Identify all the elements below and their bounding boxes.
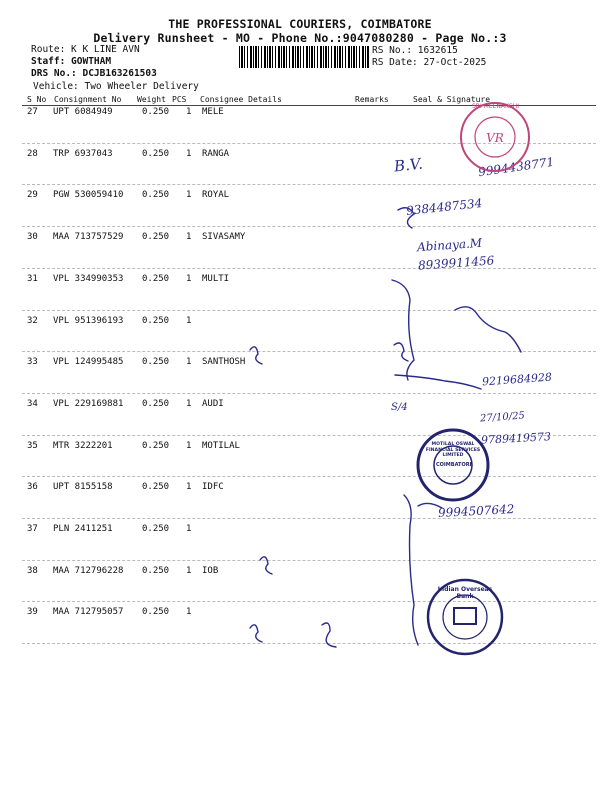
row-weight: 0.250 — [142, 440, 170, 451]
row-sno: 31 — [27, 273, 38, 284]
row-consignee: IOB — [202, 565, 219, 576]
col-remarks: Remarks — [355, 95, 389, 104]
row-pcs: 1 — [186, 357, 192, 368]
col-consignment: Consignment No — [54, 95, 122, 104]
row-pcs: 1 — [186, 190, 192, 201]
row-consignment-no: PLN 2411251 — [53, 524, 113, 534]
row-consignment-no: MAA 712796228 — [53, 565, 124, 576]
row-weight: 0.250 — [142, 482, 170, 493]
row-weight: 0.250 — [142, 273, 170, 284]
row-sno: 28 — [27, 148, 38, 159]
row-consignee: MELE — [202, 107, 224, 117]
row-consignee: RANGA — [202, 148, 230, 159]
row-pcs: 1 — [186, 107, 192, 117]
row-pcs: 1 — [186, 482, 192, 493]
col-seal-signature: Seal & Signature — [413, 95, 491, 104]
phone-row-36: 9994507642 — [437, 502, 515, 520]
row-consignment-no: UPT 6084949 — [53, 107, 113, 117]
row-consignment-no: MTR 3222201 — [53, 440, 113, 451]
row-weight: 0.250 — [142, 524, 170, 534]
date-row-34: 27/10/25 — [479, 410, 526, 425]
row-sno: 38 — [27, 565, 38, 576]
row-sno: 29 — [27, 190, 38, 201]
row-weight: 0.250 — [142, 398, 170, 409]
row-sno: 35 — [27, 440, 38, 451]
name-row-30: Abinaya.M — [416, 235, 483, 255]
row-weight: 0.250 — [142, 565, 170, 576]
vehicle-text: Vehicle: Two Wheeler Delivery — [33, 81, 199, 92]
row-consignment-no: UPT 8155158 — [53, 482, 113, 493]
phone-row-30: 8939911456 — [417, 253, 495, 273]
row-pcs: 1 — [186, 440, 192, 451]
col-sno: S No — [27, 95, 47, 104]
row-sno: 39 — [27, 607, 38, 618]
row-weight: 0.250 — [142, 148, 170, 159]
rs-number: RS No.: 1632615 — [372, 45, 458, 56]
row-consignment-no: PGW 530059410 — [53, 190, 124, 201]
col-weight: Weight — [137, 95, 166, 104]
staff-text: Staff: GOWTHAM — [31, 56, 112, 67]
row-pcs: 1 — [186, 524, 192, 534]
row-sno: 30 — [27, 232, 38, 243]
iob-stamp — [426, 578, 504, 656]
row-consignee: MOTILAL — [202, 440, 240, 451]
row-pcs: 1 — [186, 232, 192, 243]
motilal-stamp-city: COIMBATORE — [436, 462, 473, 468]
route-text: Route: K K LINE AVN — [31, 44, 140, 55]
row-sno: 36 — [27, 482, 38, 493]
row-sno: 37 — [27, 524, 38, 534]
row-weight: 0.250 — [142, 232, 170, 243]
row-consignment-no: MAA 712795057 — [53, 607, 124, 618]
row-weight: 0.250 — [142, 315, 170, 326]
shop-seal-text: SRI MEENAKSHI — [472, 103, 520, 110]
row-pcs: 1 — [186, 565, 192, 576]
motilal-stamp-text: MOTILAL OSWAL FINANCIAL SERVICES LIMITED — [425, 442, 481, 458]
drs-text: DRS No.: DCJB163261503 — [31, 68, 157, 79]
row-consignee: ROYAL — [202, 190, 230, 201]
row-pcs: 1 — [186, 315, 192, 326]
shop-seal-stamp — [458, 100, 532, 174]
row-consignee: SIVASAMY — [202, 232, 246, 243]
signature-row-34: S/4 — [391, 402, 408, 413]
row-sno: 27 — [27, 107, 38, 117]
row-consignment-no: MAA 713757529 — [53, 232, 124, 243]
row-consignee: AUDI — [202, 398, 224, 409]
row-weight: 0.250 — [142, 357, 170, 368]
row-pcs: 1 — [186, 148, 192, 159]
col-consignee: Consignee Details — [200, 95, 282, 104]
row-pcs: 1 — [186, 273, 192, 284]
row-weight: 0.250 — [142, 190, 170, 201]
phone-row-33: 9219684928 — [481, 370, 553, 389]
shop-seal-ring — [458, 100, 532, 174]
runsheet-subtitle: Delivery Runsheet - MO - Phone No.:9047080280 - Page No.:3 — [93, 31, 507, 45]
row-consignee: SANTHOSH — [202, 357, 246, 368]
col-pcs: PCS — [172, 95, 187, 104]
row-consignee: IDFC — [202, 482, 224, 493]
row-consignment-no: VPL 229169881 — [53, 398, 124, 409]
row-pcs: 1 — [186, 398, 192, 409]
signature-row-28: B.V. — [393, 154, 424, 176]
phone-row-29: 9384487534 — [405, 196, 483, 218]
row-consignment-no: VPL 334990353 — [53, 273, 124, 284]
row-weight: 0.250 — [142, 107, 170, 117]
row-sno: 32 — [27, 315, 38, 326]
row-sno: 34 — [27, 398, 38, 409]
motilal-stamp — [416, 428, 490, 502]
svg-text:VR: VR — [486, 131, 504, 145]
row-consignment-no: VPL 124995485 — [53, 357, 124, 368]
company-title: THE PROFESSIONAL COURIERS, COIMBATORE — [168, 17, 432, 31]
row-pcs: 1 — [186, 607, 192, 618]
row-weight: 0.250 — [142, 607, 170, 618]
phone-row-35: 9789419573 — [480, 430, 552, 447]
row-consignment-no: TRP 6937043 — [53, 148, 113, 159]
row-sno: 33 — [27, 357, 38, 368]
row-consignment-no: VPL 951396193 — [53, 315, 124, 326]
rs-date: RS Date: 27-Oct-2025 — [372, 57, 487, 68]
row-consignee: MULTI — [202, 273, 230, 284]
iob-stamp-text: Indian Overseas Bank — [437, 586, 493, 600]
phone-row-28: 9994438771 — [477, 154, 555, 180]
